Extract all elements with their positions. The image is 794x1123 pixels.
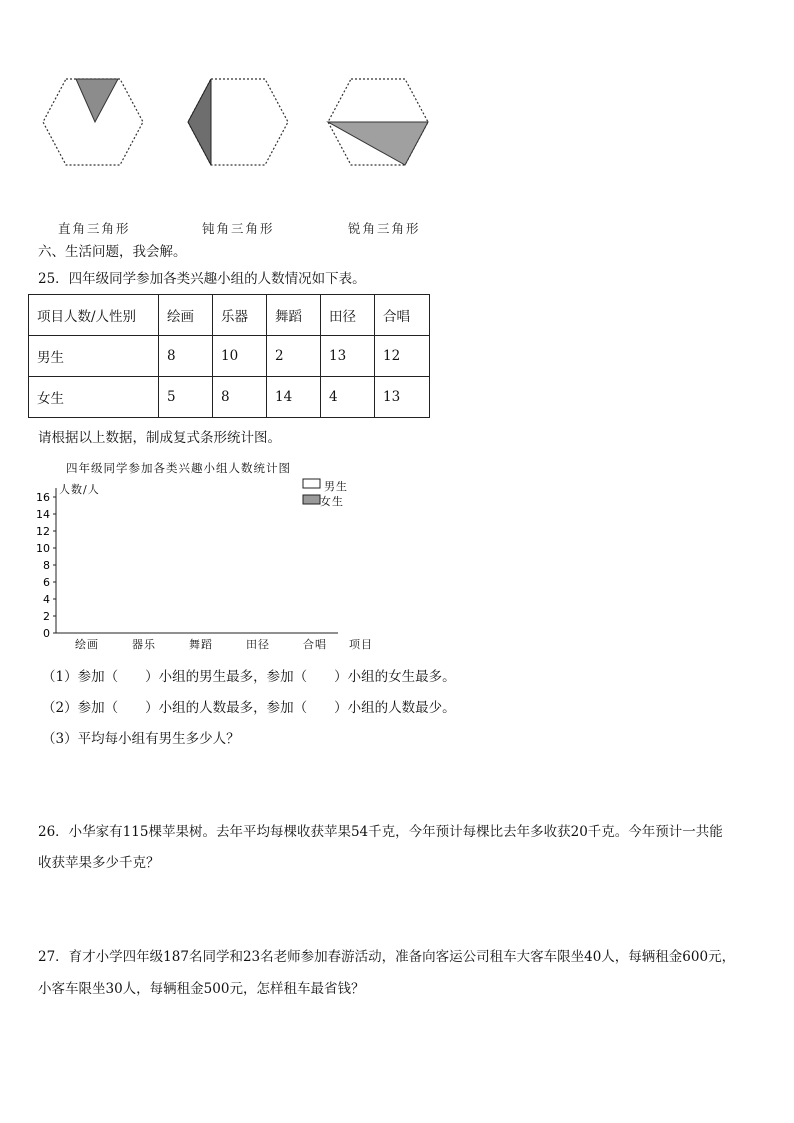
y-tick-label: 8 bbox=[43, 559, 50, 572]
x-category-label: 田径 bbox=[246, 638, 270, 651]
y-tick-label: 12 bbox=[36, 525, 50, 538]
caption-obtuse-triangle: 钝角三角形 bbox=[202, 221, 275, 236]
table-cell: 4 bbox=[321, 377, 375, 418]
x-category-label: 器乐 bbox=[132, 638, 156, 651]
table-header-cell: 绘画 bbox=[159, 295, 213, 336]
legend-label-girls: 女生 bbox=[320, 495, 344, 508]
shaded-acute-triangle bbox=[328, 122, 428, 165]
table-cell: 12 bbox=[375, 336, 430, 377]
table-header-cell: 乐器 bbox=[213, 295, 267, 336]
table-cell: 14 bbox=[267, 377, 321, 418]
table-cell: 2 bbox=[267, 336, 321, 377]
question-25-intro: 25．四年级同学参加各类兴趣小组的人数情况如下表。 bbox=[38, 271, 366, 287]
y-tick-label: 2 bbox=[43, 610, 50, 623]
table-header-cell: 舞蹈 bbox=[267, 295, 321, 336]
table-header-cell: 合唱 bbox=[375, 295, 430, 336]
table-cell: 女生 bbox=[29, 377, 159, 418]
x-category-label: 绘画 bbox=[75, 638, 99, 651]
y-tick-label: 10 bbox=[36, 542, 50, 555]
acute-triangle-hexagon-figure bbox=[323, 75, 433, 170]
table-cell: 5 bbox=[159, 377, 213, 418]
y-tick-label: 0 bbox=[43, 627, 50, 640]
table-cell: 8 bbox=[213, 377, 267, 418]
y-tick-label: 6 bbox=[43, 576, 50, 589]
obtuse-triangle-hexagon-figure bbox=[183, 75, 293, 170]
question-25-sub1: （1）参加（ ）小组的男生最多，参加（ ）小组的女生最多。 bbox=[42, 669, 456, 685]
table-cell: 10 bbox=[213, 336, 267, 377]
chart-title: 四年级同学参加各类兴趣小组人数统计图 bbox=[66, 461, 291, 475]
table-header-cell: 田径 bbox=[321, 295, 375, 336]
caption-acute-triangle: 锐角三角形 bbox=[348, 221, 421, 236]
table-cell: 13 bbox=[375, 377, 430, 418]
question-25-sub3: （3）平均每小组有男生多少人？ bbox=[42, 731, 240, 747]
table-row bbox=[29, 336, 430, 377]
question-25-sub2: （2）参加（ ）小组的人数最多，参加（ ）小组的人数最少。 bbox=[42, 700, 456, 716]
x-axis-label: 项目 bbox=[349, 638, 373, 651]
chart-instruction: 请根据以上数据，制成复式条形统计图。 bbox=[38, 430, 281, 446]
section-heading: 六、生活问题，我会解。 bbox=[38, 244, 187, 260]
question-26-line1: 26．小华家有115棵苹果树。去年平均每棵收获苹果54千克，今年预计每棵比去年多收获20千克。今年预计一共能 bbox=[38, 824, 723, 840]
right-triangle-hexagon-figure bbox=[38, 75, 148, 170]
y-tick-label: 4 bbox=[43, 593, 50, 606]
shaded-right-triangle bbox=[76, 79, 118, 122]
caption-right-triangle: 直角三角形 bbox=[58, 221, 131, 236]
x-category-label: 合唱 bbox=[303, 638, 327, 651]
shaded-obtuse-triangle bbox=[188, 79, 211, 165]
legend-label-boys: 男生 bbox=[324, 480, 348, 493]
legend-swatch-boys bbox=[303, 479, 320, 488]
interest-group-table bbox=[28, 294, 430, 418]
question-27-line1: 27．育才小学四年级187名同学和23名老师参加春游活动，准备向客运公司租车大客车限坐40人，每辆租金600元， bbox=[38, 949, 736, 965]
table-cell: 13 bbox=[321, 336, 375, 377]
table-header-row bbox=[29, 295, 430, 336]
y-tick-label: 16 bbox=[36, 491, 50, 504]
y-tick-label: 14 bbox=[36, 508, 50, 521]
table-cell: 男生 bbox=[29, 336, 159, 377]
table-cell: 8 bbox=[159, 336, 213, 377]
y-axis-label: 人数/人 bbox=[59, 483, 100, 496]
x-category-label: 舞蹈 bbox=[189, 638, 213, 651]
table-row bbox=[29, 377, 430, 418]
legend-swatch-girls bbox=[303, 495, 320, 504]
question-26-line2: 收获苹果多少千克？ bbox=[38, 855, 160, 871]
table-header-cell: 项目人数/人性别 bbox=[29, 295, 159, 336]
question-27-line2: 小客车限坐30人，每辆租金500元，怎样租车最省钱？ bbox=[38, 981, 365, 997]
